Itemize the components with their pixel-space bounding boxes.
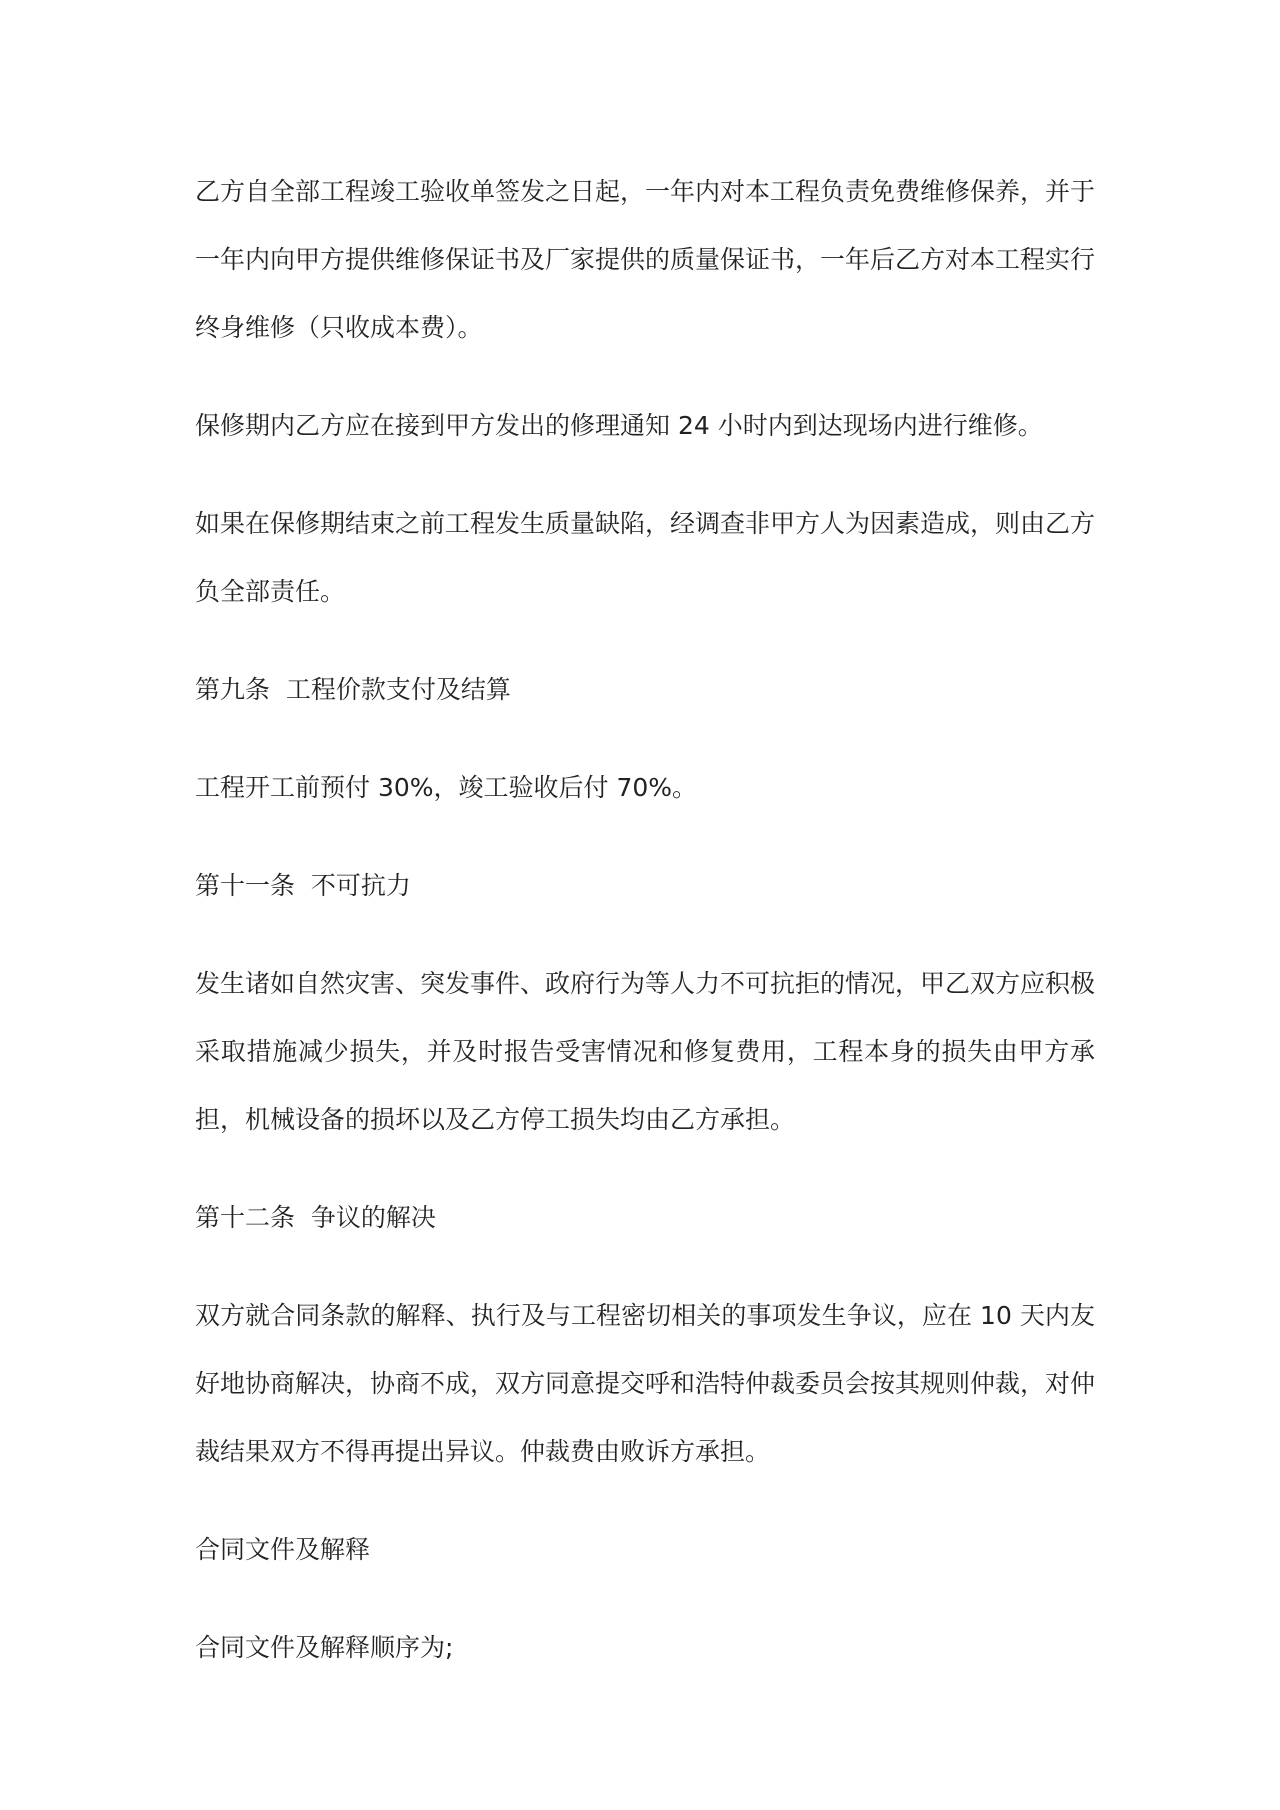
paragraph-force-majeure: 发生诸如自然灾害、突发事件、政府行为等人力不可抗拒的情况，甲乙双方应积极采取措施减少损失，并及时报告受害情况和修复费用，工程本身的损失由甲方承担，机械设备的损坏以及乙方停工损失均由乙方承担。: [195, 969, 1096, 1134]
document-body: [195, 158, 1095, 1712]
heading-article-12: 第十二条 争议的解决: [195, 1203, 436, 1232]
paragraph-payment: 工程开工前预付 30%，竣工验收后付 70%。: [195, 773, 698, 802]
heading-article-9: 第九条 工程价款支付及结算: [195, 675, 511, 704]
paragraph-defect-liability: 如果在保修期结束之前工程发生质量缺陷，经调查非甲方人为因素造成，则由乙方负全部责任。: [195, 509, 1096, 606]
paragraph-repair-notice: 保修期内乙方应在接到甲方发出的修理通知 24 小时内到达现场内进行维修。: [195, 411, 1043, 440]
heading-contract-documents: 合同文件及解释: [195, 1535, 371, 1564]
paragraph-warranty: 乙方自全部工程竣工验收单签发之日起，一年内对本工程负责免费维修保养，并于一年内向甲方提供维修保证书及厂家提供的质量保证书，一年后乙方对本工程实行终身维修（只收成本费）。: [195, 177, 1096, 342]
paragraph-dispute: 双方就合同条款的解释、执行及与工程密切相关的事项发生争议，应在 10 天内友好地协商解决，协商不成，双方同意提交呼和浩特仲裁委员会按其规则仲裁，对仲裁结果双方不得再提出异议。仲裁费由败诉方承担。: [195, 1301, 1096, 1466]
paragraph-document-order: 合同文件及解释顺序为;: [195, 1633, 454, 1662]
heading-article-11: 第十一条 不可抗力: [195, 871, 411, 900]
